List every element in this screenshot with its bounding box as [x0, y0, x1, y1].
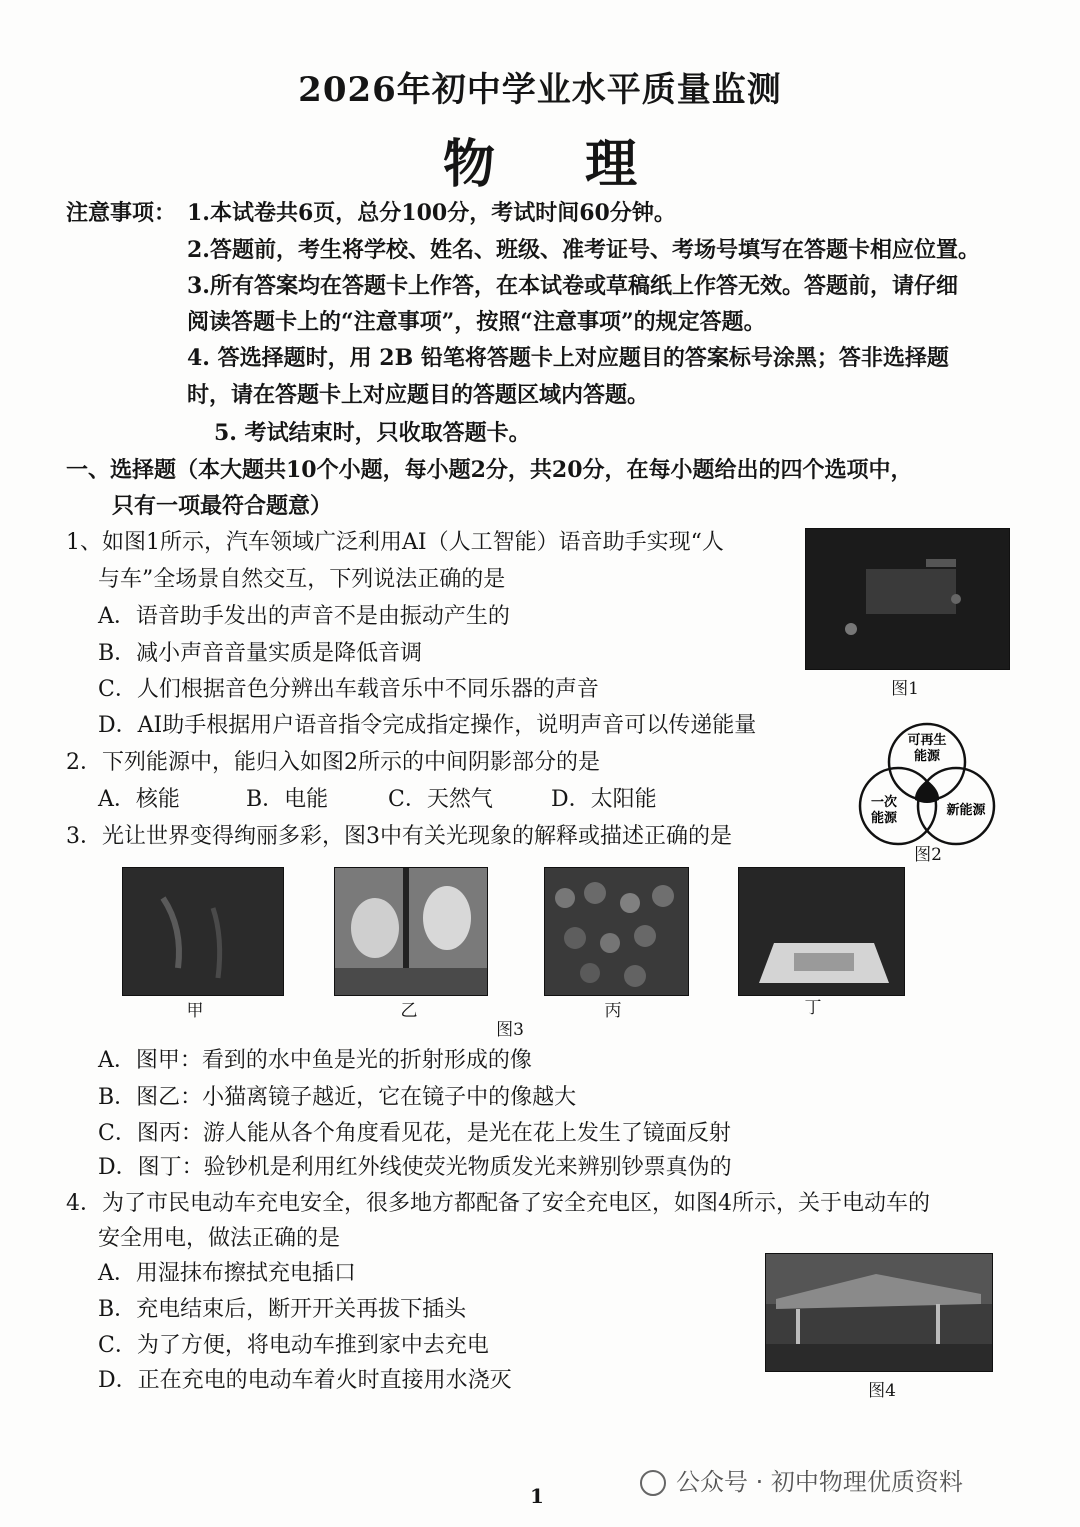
venn-label-primary-2: 能源 [870, 811, 898, 826]
fish-in-water-image [123, 868, 283, 995]
watermark [640, 1462, 963, 1497]
page-number: 1 [530, 1484, 544, 1508]
section-header-line2: 只有一项最符合题意） [112, 493, 333, 519]
venn-label-new-energy: 新能源 [946, 803, 986, 818]
wechat-icon [640, 1470, 666, 1496]
figure-1-caption: 图1 [891, 679, 919, 699]
q3-option-a: A．图甲：看到的水中鱼是光的折射形成的像 [98, 1048, 532, 1073]
venn-label-renewable-2: 能源 [913, 749, 941, 764]
note-5: 5. 考试结束时，只收取答题卡。 [214, 420, 531, 446]
q3-stem: 3．光让世界变得绚丽多彩，图3中有关光现象的解释或描述正确的是 [66, 824, 732, 849]
q1-option-a: A．语音助手发出的声音不是由振动产生的 [98, 604, 510, 629]
q1-stem-2: 与车”全场景自然交互，下列说法正确的是 [98, 567, 506, 592]
money-detector-image [739, 868, 904, 995]
q3-option-c: C．图丙：游人能从各个角度看见花，是光在花上发生了镜面反射 [98, 1121, 731, 1146]
figure-4-caption: 图4 [868, 1381, 896, 1401]
figure-3-label-ding: 丁 [804, 998, 822, 1018]
figure-3-bing-flowers-photo [544, 867, 689, 996]
exam-title: 2026年初中学业水平质量监测 [298, 70, 782, 110]
q4-stem-2: 安全用电，做法正确的是 [98, 1226, 341, 1251]
car-dashboard-image [806, 529, 1009, 669]
cat-and-mirror-image [335, 868, 487, 995]
figure-1-car-interior-photo [805, 528, 1010, 670]
q3-option-d: D．图丁：验钞机是利用红外线使荧光物质发光来辨别钞票真伪的 [98, 1155, 732, 1180]
q4-option-a: A．用湿抹布擦拭充电插口 [98, 1261, 356, 1286]
figure-3-label-jia: 甲 [186, 1001, 204, 1021]
watermark-text: 公众号 · 初中物理优质资料 [676, 1468, 963, 1496]
figure-2-venn-diagram [852, 720, 1002, 850]
section-header-line1: 一、选择题（本大题共10个小题，每小题2分，共20分，在每小题给出的四个选项中， [66, 457, 913, 483]
figure-4-charging-shed-photo [765, 1253, 993, 1372]
q2-stem: 2．下列能源中，能归入如图2所示的中间阴影部分的是 [66, 750, 600, 775]
figure-3-label-bing: 丙 [604, 1001, 622, 1021]
figure-3-jia-fish-photo [122, 867, 284, 996]
note-4b: 时，请在答题卡上对应题目的答题区域内答题。 [187, 382, 650, 408]
charging-station-image [766, 1254, 992, 1371]
figure-3-label-yi: 乙 [400, 1001, 418, 1021]
subject-title: 物理 [442, 134, 727, 195]
q4-option-d: D．正在充电的电动车着火时直接用水浇灭 [98, 1368, 512, 1393]
q4-option-c: C．为了方便，将电动车推到家中去充电 [98, 1333, 489, 1358]
q1-option-b: B．减小声音音量实质是降低音调 [98, 641, 423, 666]
q1-option-d: D．AI助手根据用户语音指令完成指定操作，说明声音可以传递能量 [98, 713, 757, 738]
note-3a: 3.所有答案均在答题卡上作答，在本试卷或草稿纸上作答无效。答题前，请仔细 [187, 273, 958, 299]
q3-option-b: B．图乙：小猫离镜子越近，它在镜子中的像越大 [98, 1085, 577, 1110]
q2-option-a: A．核能 [98, 787, 180, 812]
q4-stem-1: 4．为了市民电动车充电安全，很多地方都配备了安全充电区，如图4所示，关于电动车的 [66, 1191, 930, 1216]
note-3b: 阅读答题卡上的“注意事项”，按照“注意事项”的规定答题。 [187, 309, 766, 335]
q1-stem-1: 1、如图1所示，汽车领域广泛利用AI（人工智能）语音助手实现“人 [66, 530, 724, 555]
figure-3-ding-money-detector-photo [738, 867, 905, 996]
q2-option-c: C．天然气 [388, 787, 493, 812]
q2-option-d: D．太阳能 [551, 787, 657, 812]
flowers-field-image [545, 868, 688, 995]
note-1: 1.本试卷共6页，总分100分，考试时间60分钟。 [187, 200, 676, 226]
venn-label-renewable-1: 可再生 [907, 733, 947, 748]
venn-label-primary-1: 一次 [870, 795, 898, 810]
note-4a: 4. 答选择题时，用 2B 铅笔将答题卡上对应题目的答案标号涂黑；答非选择题 [187, 345, 949, 371]
q2-option-b: B．电能 [246, 787, 329, 812]
figure-2-caption: 图2 [914, 845, 942, 865]
q4-option-b: B．充电结束后，断开开关再拔下插头 [98, 1297, 467, 1322]
notes-label: 注意事项： [66, 200, 177, 226]
figure-3-caption: 图3 [496, 1020, 524, 1040]
q1-option-c: C．人们根据音色分辨出车载音乐中不同乐器的声音 [98, 677, 599, 702]
note-2: 2.答题前，考生将学校、姓名、班级、准考证号、考场号填写在答题卡相应位置。 [187, 237, 980, 263]
figure-3-yi-cat-mirror-photo [334, 867, 488, 996]
